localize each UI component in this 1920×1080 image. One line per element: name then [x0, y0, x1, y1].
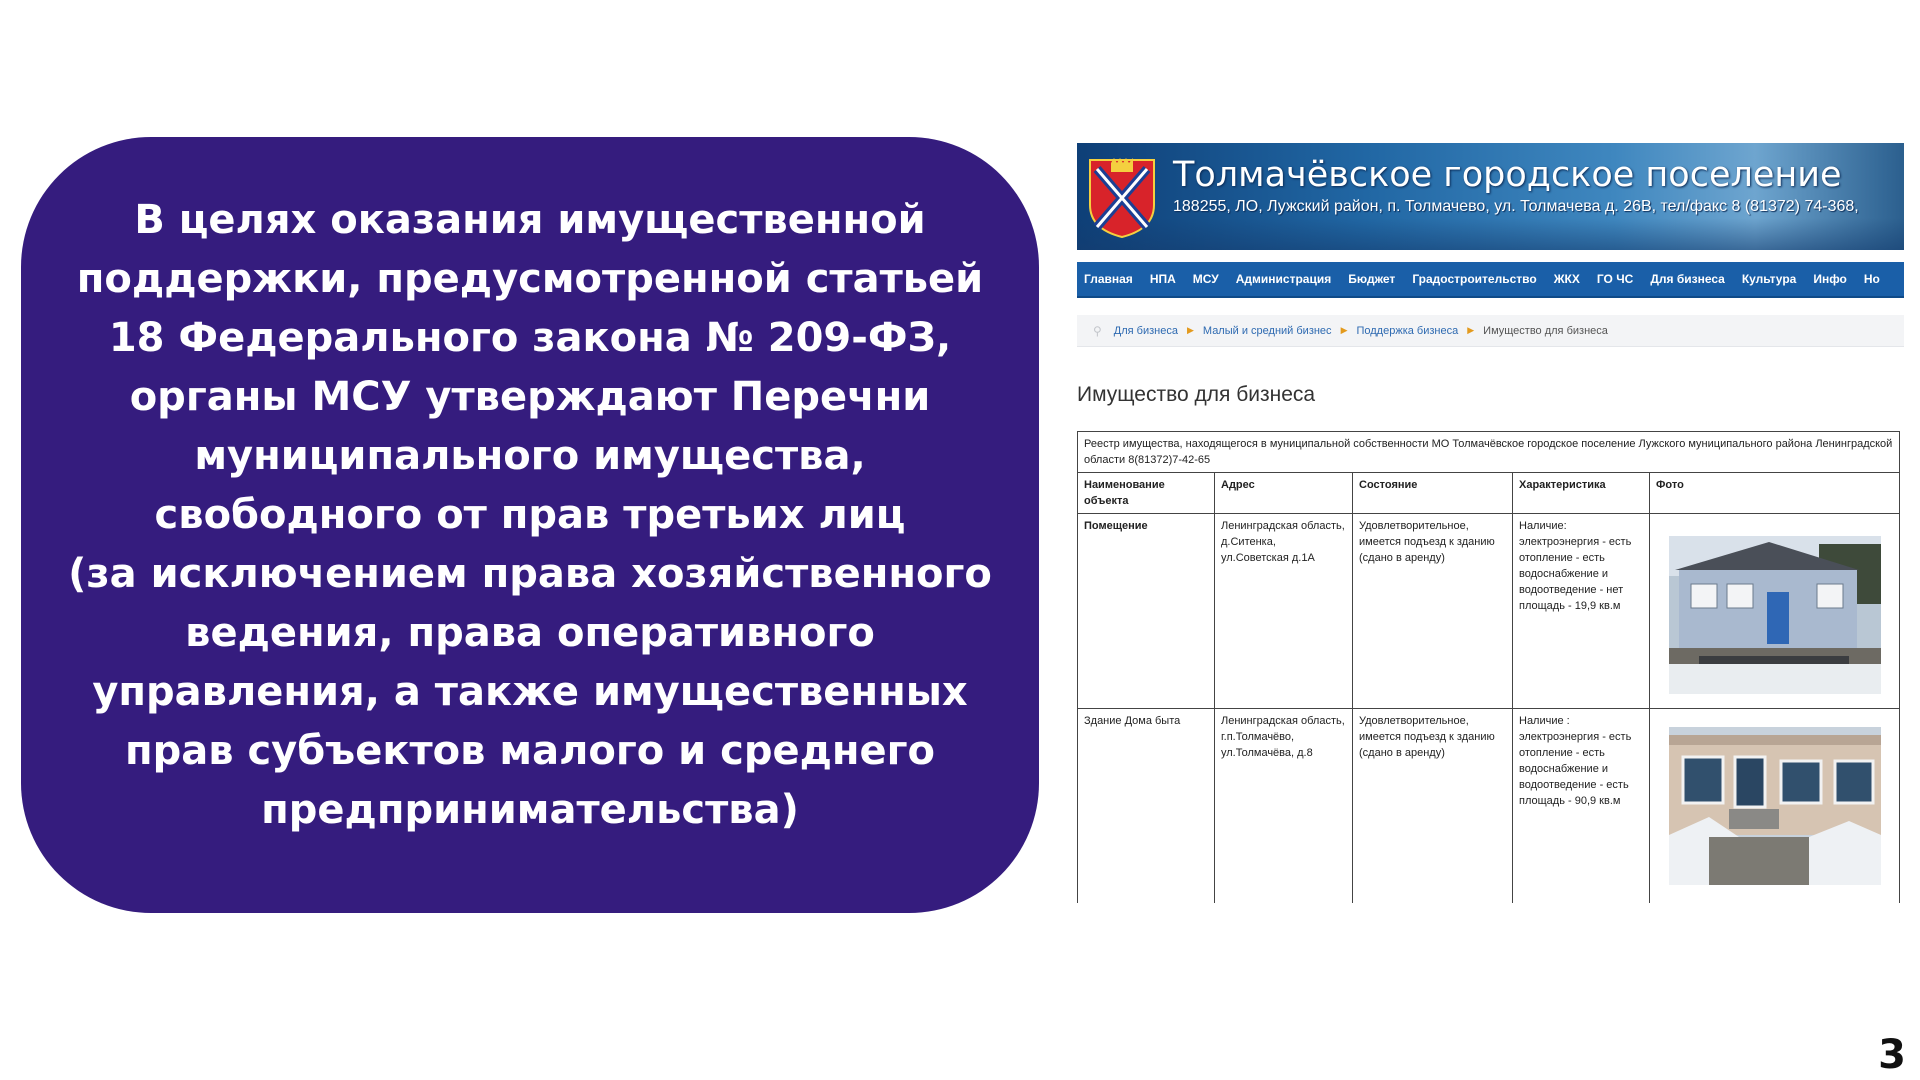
- object-address: Ленинградская область, д.Ситенка, ул.Советская д.1А: [1215, 514, 1353, 709]
- nav-item-msu[interactable]: МСУ: [1192, 272, 1219, 286]
- site-title: Толмачёвское городское поселение: [1173, 155, 1842, 195]
- nav-item-housing[interactable]: ЖКХ: [1553, 272, 1580, 286]
- breadcrumb-current: Имущество для бизнеса: [1483, 324, 1608, 337]
- object-name: Помещение: [1078, 514, 1215, 709]
- building-photo: [1669, 727, 1881, 885]
- object-name: Здание Дома быта: [1078, 709, 1215, 904]
- object-features: Наличие : электроэнергия - есть отопление - есть водоснабжение и водоотведение - есть площадь - 90,9 кв.м: [1513, 709, 1650, 904]
- property-registry-table: [1077, 431, 1900, 903]
- table-row: [1078, 514, 1900, 709]
- nav-item-administration[interactable]: Администрация: [1235, 272, 1332, 286]
- triangle-right-icon: ▶: [1186, 325, 1194, 335]
- banner-water: [1077, 218, 1904, 250]
- triangle-right-icon: ▶: [1340, 325, 1348, 335]
- breadcrumb: [1077, 315, 1904, 347]
- breadcrumb-link-sme[interactable]: Малый и средний бизнес: [1202, 324, 1332, 337]
- table-caption-row: [1078, 432, 1900, 473]
- object-features: Наличие: электроэнергия - есть отопление - есть водоснабжение и водоотведение - нет площадь - 19,9 кв.м: [1513, 514, 1650, 709]
- column-header-photo: Фото: [1650, 473, 1900, 514]
- nav-item-home[interactable]: Главная: [1084, 272, 1133, 286]
- nav-item-npa[interactable]: НПА: [1149, 272, 1176, 286]
- nav-item-civil-defense[interactable]: ГО ЧС: [1596, 272, 1634, 286]
- nav-item-more[interactable]: Но: [1863, 272, 1880, 286]
- site-address: 188255, ЛО, Лужский район, п. Толмачево, ул. Толмачева д. 26В, тел/факс 8 (81372) 74-368,: [1173, 198, 1859, 215]
- table-row: [1078, 709, 1900, 904]
- building-photo: [1669, 536, 1881, 694]
- object-condition: Удовлетворительное, имеется подъезд к зданию (сдано в аренду): [1353, 514, 1513, 709]
- registry-caption: Реестр имущества, находящегося в муниципальной собственности МО Толмачёвское городское поселение Лужского муниципального района Ленинградской области 8(81372)7-42-65: [1078, 432, 1900, 473]
- page-number: 3: [1878, 1032, 1906, 1078]
- breadcrumb-link-business[interactable]: Для бизнеса: [1113, 324, 1178, 337]
- nav-item-business[interactable]: Для бизнеса: [1650, 272, 1725, 286]
- table-header-row: [1078, 473, 1900, 514]
- object-photo-cell: [1650, 514, 1900, 709]
- object-photo-cell: [1650, 709, 1900, 904]
- nav-item-info[interactable]: Инфо: [1813, 272, 1847, 286]
- info-callout: [21, 137, 1039, 913]
- object-address: Ленинградская область, г.п.Толмачёво, ул.Толмачёва, д.8: [1215, 709, 1353, 904]
- column-header-name: Наименование объекта: [1078, 473, 1215, 514]
- column-header-address: Адрес: [1215, 473, 1353, 514]
- site-banner: [1077, 143, 1904, 250]
- coat-of-arms-icon: [1087, 157, 1157, 239]
- map-pin-icon: ⚲: [1093, 323, 1102, 338]
- nav-item-culture[interactable]: Культура: [1741, 272, 1797, 286]
- nav-item-budget[interactable]: Бюджет: [1348, 272, 1396, 286]
- column-header-condition: Состояние: [1353, 473, 1513, 514]
- triangle-right-icon: ▶: [1467, 325, 1475, 335]
- website-screenshot: [1077, 143, 1904, 903]
- page-title: Имущество для бизнеса: [1077, 383, 1316, 406]
- breadcrumb-link-support[interactable]: Поддержка бизнеса: [1356, 324, 1459, 337]
- site-navbar: [1077, 262, 1904, 298]
- column-header-features: Характеристика: [1513, 473, 1650, 514]
- callout-text: В целях оказания имущественной поддержки, предусмотренной статьей 18 Федерального закона № 209-ФЗ, органы МСУ утверждают Перечни муниципального имущества, свободного от прав третьих лиц (за исключением права хозяйственного ведения, права оперативного управления, а также имущественных прав субъектов малого и среднего предпринимательства): [68, 196, 992, 833]
- object-condition: Удовлетворительное, имеется подъезд к зданию (сдано в аренду): [1353, 709, 1513, 904]
- nav-item-urban-planning[interactable]: Градостроительство: [1412, 272, 1537, 286]
